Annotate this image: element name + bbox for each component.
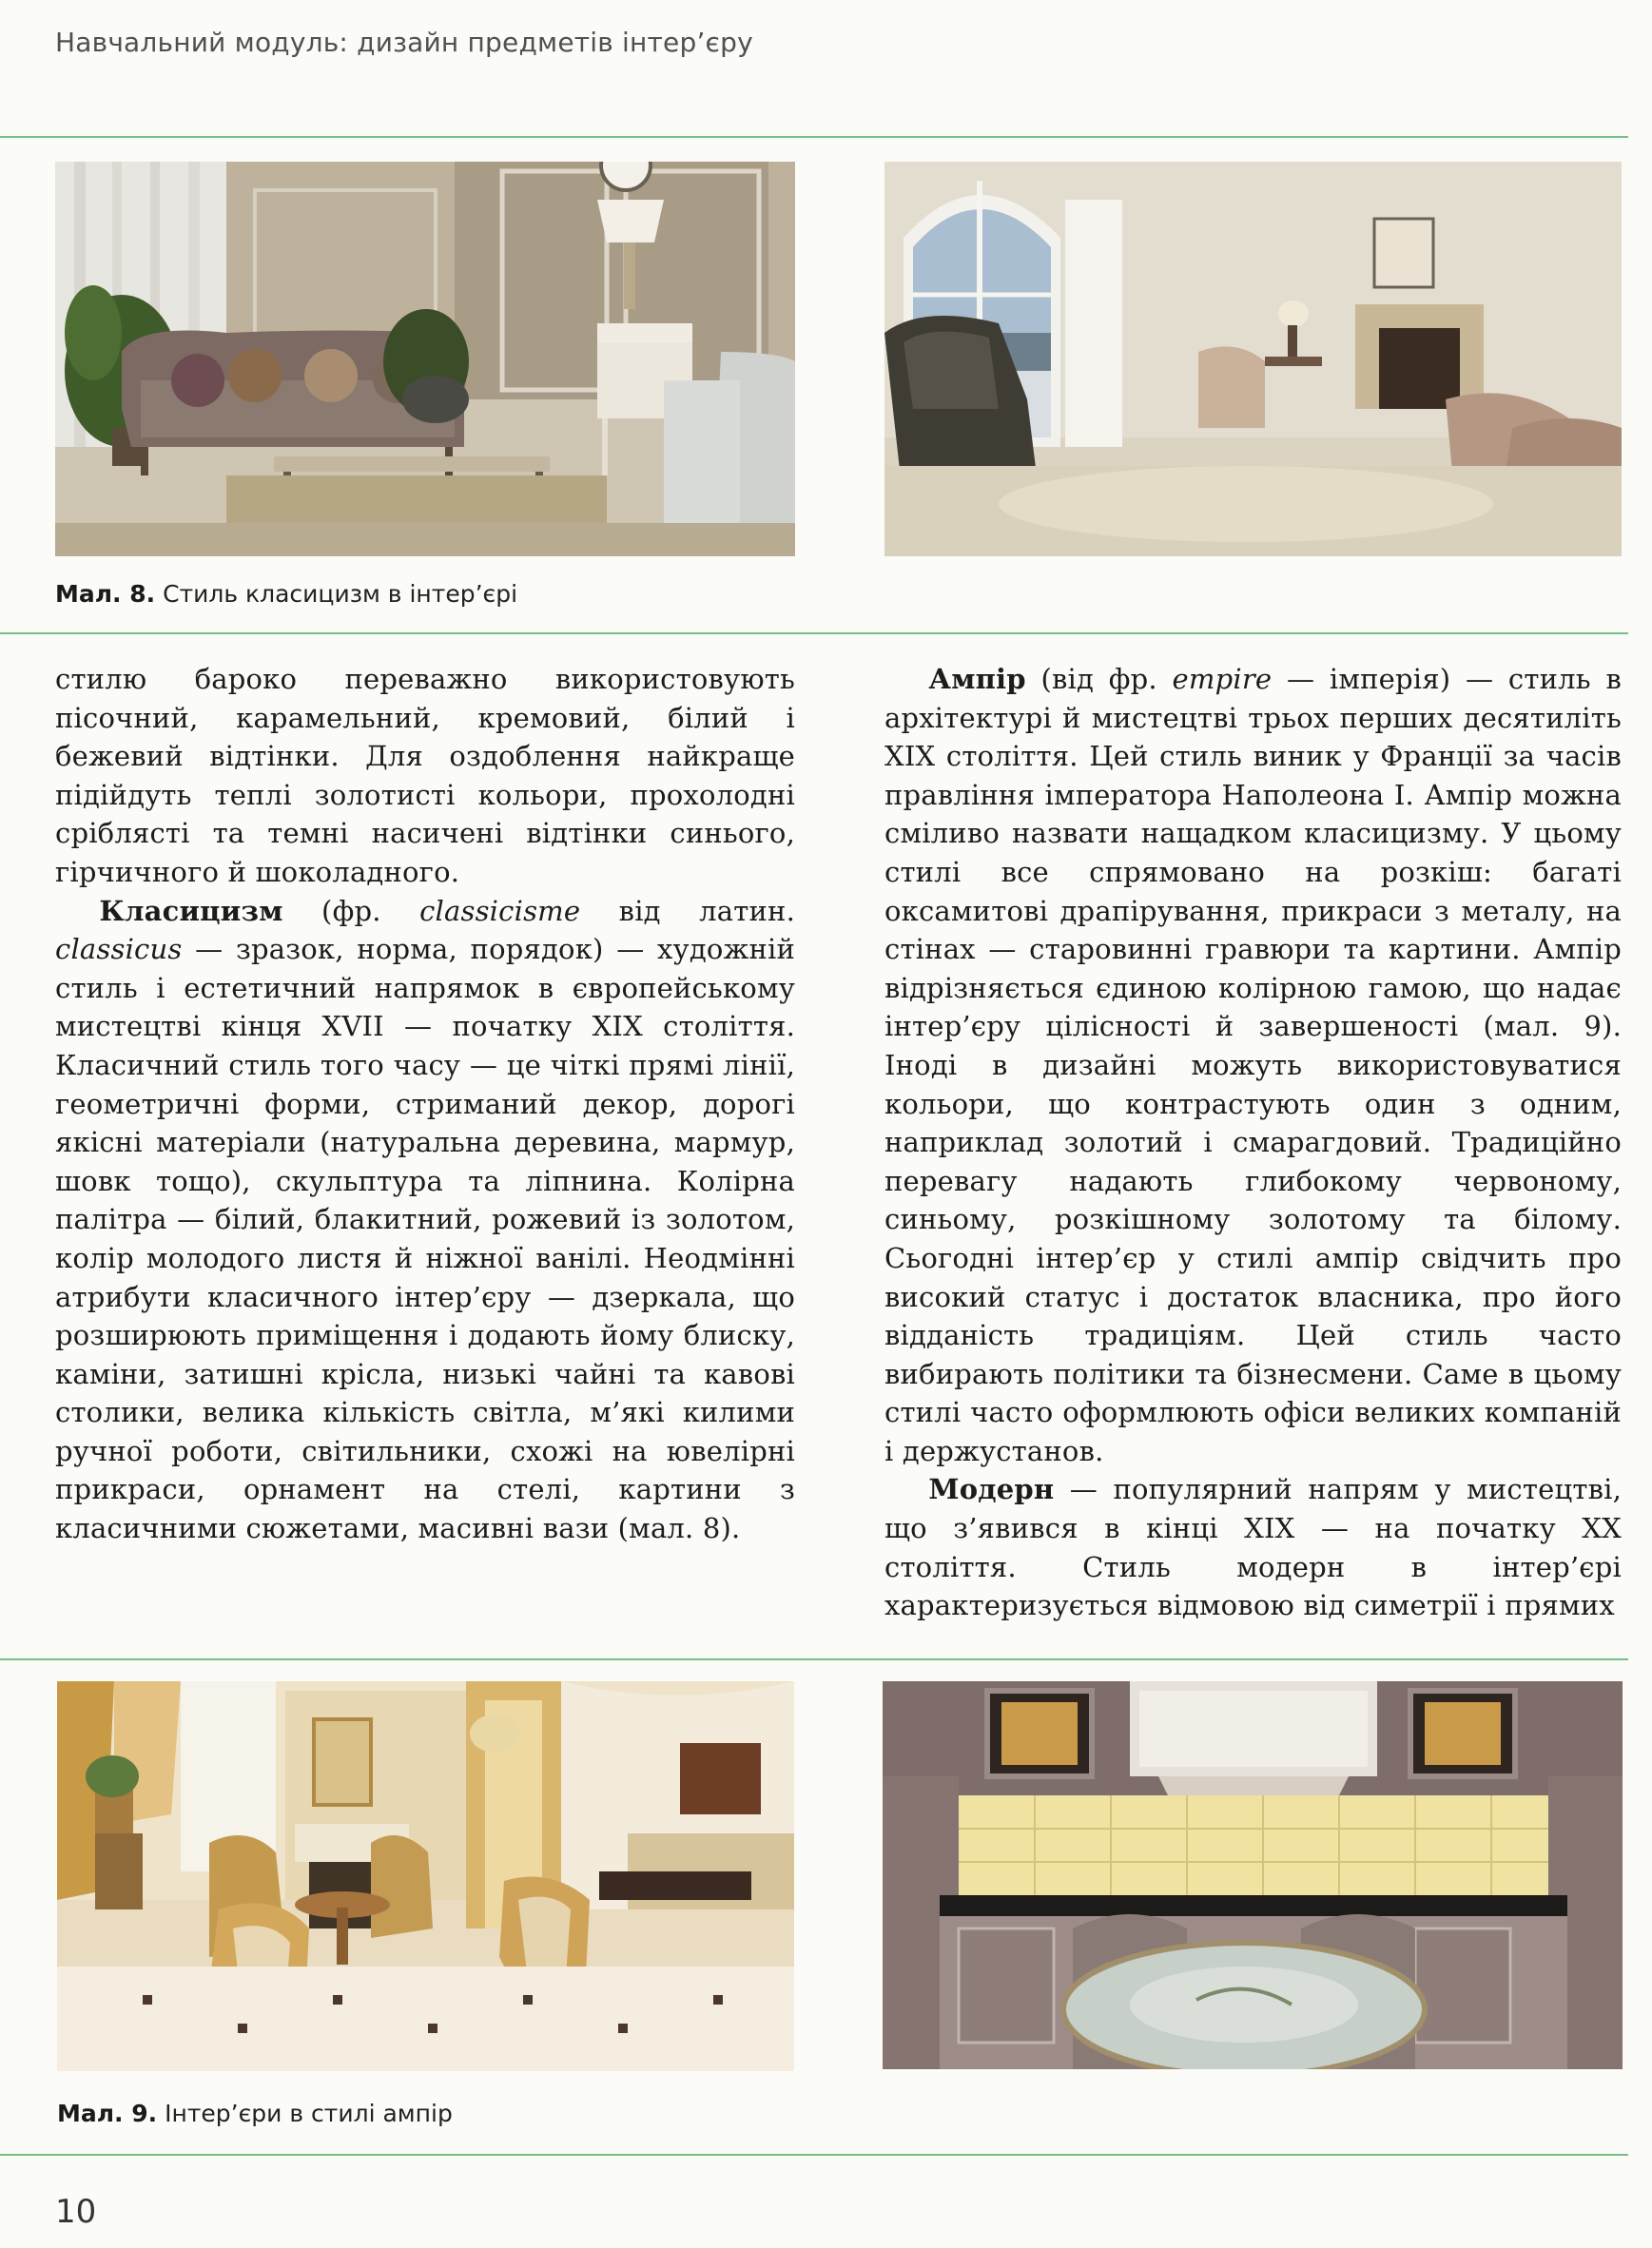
page-number: 10 (55, 2193, 97, 2231)
figure-9-label: Мал. 9. (57, 2100, 158, 2127)
figure-9-caption (57, 2100, 453, 2127)
figure-8-caption (55, 580, 517, 608)
text-run: — популярний напрям у мистецтві, що з’явився в кінці XIX — на початку XX століття. Стиль модерн в інтер’єрі характеризується відмовою від симетрії і прямих (884, 1473, 1622, 1622)
right-paragraph-1 (884, 660, 1622, 1470)
term-classicisme: classicisme (419, 894, 581, 927)
left-paragraph-1: стилю бароко переважно використовують пісочний, карамельний, кремовий, білий і бежевий відтінки. Для оздоблення найкраще підійдуть теплі золотисті кольори, прохолодні сріблясті та темні насичені відтінки синього, гірчичного й шоколадного. (55, 663, 795, 888)
text-run: (фр. (282, 894, 420, 927)
left-paragraph-2 (55, 892, 795, 1548)
photo-kitchen-interior (883, 1681, 1623, 2069)
text-run: — зразок, норма, порядок) — художній стиль і естетичний напрямок в європейському мистецтві кінця XVII — початку XIX століття. Класичний стиль того часу — це чіткі прямі лінії, геометричні форми, стриманий декор, дорогі якісні матеріали (натуральна деревина, мармур, шовк тощо), скульптура та ліпнина. Колірна палітра — білий, блакитний, рожевий із золотом, колір молодого листя й ніжної ванілі. Неодмінні атрибути класичного інтер’єру — дзеркала, що розширюють приміщення і додають йому блиску, каміни, затишні крісла, низькі чайні та кавові столики, велика кількість світла, м’які килими ручної роботи, світильники, схожі на ювелірні прикраси, орнамент на стелі, картини з класичними сюжетами, масивні вази (мал. 8). (55, 933, 795, 1545)
photo-empire-hall-with-gold-armchairs (57, 1681, 794, 2071)
header-rule (0, 136, 1628, 138)
photo-classicism-interior-with-fireplace (884, 162, 1622, 556)
figure-8-rule (0, 632, 1628, 634)
text-run: — імперія) — стиль в архітектурі й мистецтві трьох перших десятиліть XIX століття. Цей стиль виник у Франції за часів правління імператора Наполеона I. Ампір можна сміливо назвати нащадком класицизму. У цьому стилі все спрямовано на розкіш: багаті оксамитові драпірування, прикраси з металу, на стінах — старовинні гравюри та картини. Ампір відрізняється єдиною колірною гамою, що надає інтер’єру цілісності й завершеності (мал. 9). Іноді в дизайні можуть використовуватися кольори, що контрастують один з одним, наприклад золотий і смарагдовий. Традиційно перевагу надають глибокому червоному, синьому, розкішному золотому та білому. Сьогодні інтер’єр у стилі ампір свідчить про високий статус і достаток власника, про його відданість традиціям. Цей стиль часто вибирають політики та бізнесмени. Саме в цьому стилі часто оформлюють офіси великих компаній і держустанов. (884, 663, 1622, 1467)
term-empire-fr: empire (1172, 663, 1273, 695)
right-column (884, 660, 1622, 1625)
text-run: (від фр. (1025, 663, 1173, 695)
running-header: Навчальний модуль: дизайн предметів інтер’єру (55, 27, 753, 58)
footer-rule (0, 2154, 1628, 2156)
term-empire: Ампір (928, 663, 1026, 695)
figure-8-caption-text: Стиль класицизм в інтер’єрі (163, 580, 518, 608)
photo-classicism-living-room (55, 162, 795, 556)
figure-9-caption-text: Інтер’єри в стилі ампір (165, 2100, 453, 2127)
figure-8-label: Мал. 8. (55, 580, 156, 608)
left-column (55, 660, 795, 1548)
right-paragraph-2 (884, 1470, 1622, 1624)
figure-9-top-rule (0, 1658, 1628, 1660)
term-modern: Модерн (928, 1473, 1055, 1506)
term-classicus: classicus (55, 933, 183, 966)
text-run: від латин. (580, 894, 795, 927)
term-classicism: Класицизм (99, 894, 283, 927)
